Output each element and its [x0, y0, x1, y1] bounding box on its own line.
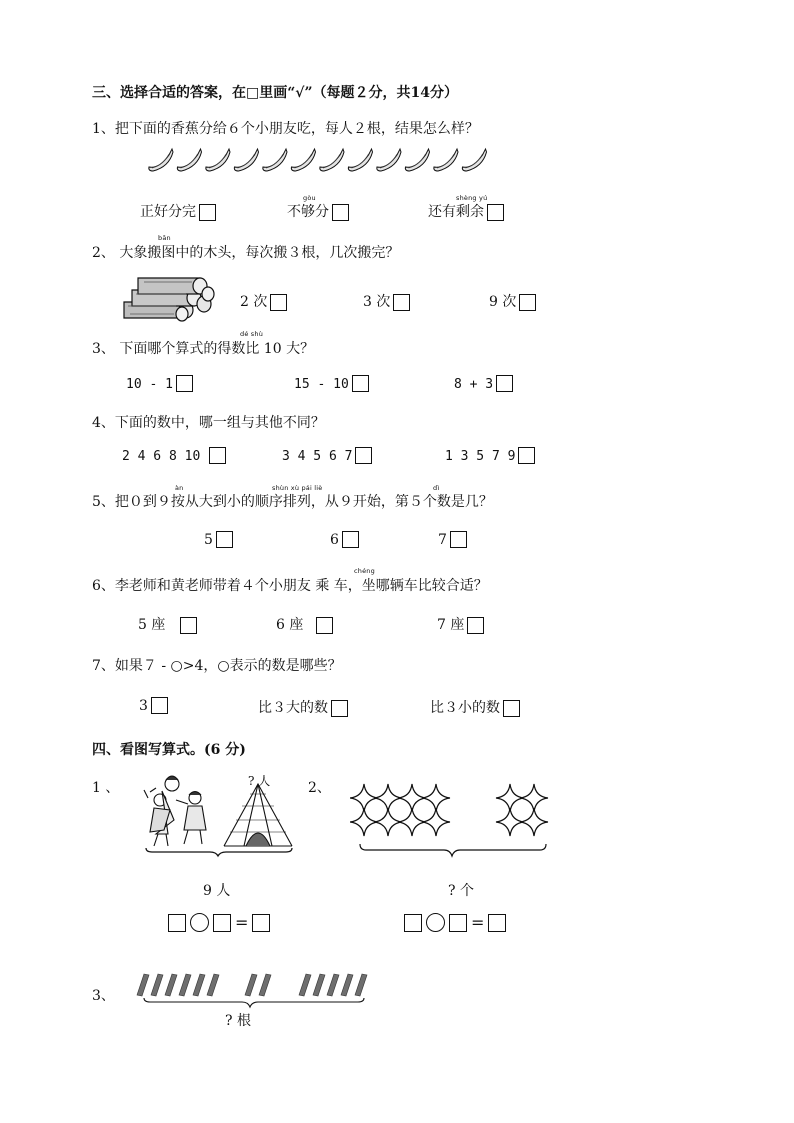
answer-checkbox[interactable] [467, 617, 484, 634]
answer-checkbox[interactable] [209, 447, 226, 464]
stick-icon [245, 974, 257, 996]
banana-icon [348, 149, 372, 171]
q5-option-3[interactable]: 7 [438, 531, 467, 548]
stick-icon [165, 974, 177, 996]
star-icon [398, 784, 426, 812]
star-icon [422, 784, 450, 812]
problem-1-total: 9 人 [203, 883, 231, 899]
stick-icon [341, 974, 353, 996]
q3-option-2[interactable]: 15 - 10 [294, 375, 369, 392]
answer-checkbox[interactable] [316, 617, 333, 634]
problem-2-number: 2、 [308, 780, 331, 796]
stick-icon [137, 974, 149, 996]
logs-image [116, 272, 216, 324]
equation-box[interactable] [488, 914, 506, 932]
q2-option-1[interactable]: 2 次 [240, 291, 287, 311]
question-3-text: 3、 下面哪个算式的得数比 10 大？ [92, 341, 315, 357]
banana-icon [291, 149, 315, 171]
q5-option-1[interactable]: 5 [204, 531, 233, 548]
question-5-text: 5、把０到９按从大到小的顺序排列，从９开始，第５个数是几？ [92, 494, 493, 510]
q2-option-3[interactable]: 9 次 [489, 291, 536, 311]
q4-option-3[interactable]: 1 3 5 7 9 [445, 447, 535, 464]
answer-checkbox[interactable] [503, 700, 520, 717]
answer-checkbox[interactable] [487, 204, 504, 221]
star-icon [350, 784, 378, 812]
answer-checkbox[interactable] [331, 700, 348, 717]
star-icon [374, 784, 402, 812]
star-icon [350, 808, 378, 836]
equation-box[interactable] [404, 914, 422, 932]
answer-checkbox[interactable] [216, 531, 233, 548]
answer-checkbox[interactable] [450, 531, 467, 548]
answer-checkbox[interactable] [176, 375, 193, 392]
banana-icon [320, 149, 344, 171]
equation-box[interactable] [449, 914, 467, 932]
star-icon [496, 784, 524, 812]
equation-box[interactable] [252, 914, 270, 932]
q4-option-1[interactable]: 2 4 6 8 10 [122, 447, 226, 464]
banana-icon [405, 149, 429, 171]
q7-option-3[interactable]: 比３小的数 [430, 697, 520, 717]
q7-option-1[interactable]: 3 [139, 697, 168, 714]
q7-option-2[interactable]: 比３大的数 [258, 697, 348, 717]
star-icon [422, 808, 450, 836]
problem-2-equation[interactable]: = [404, 913, 506, 932]
problem-1-equation[interactable]: = [168, 913, 270, 932]
q6-option-3[interactable]: 7 座 [437, 614, 484, 634]
tent-question-label: ? 人 [248, 774, 271, 788]
answer-checkbox[interactable] [199, 204, 216, 221]
question-6-text: 6、李老师和黄老师带着４个小朋友 乘 车，坐哪辆车比较合适？ [92, 578, 488, 594]
equation-box[interactable] [168, 914, 186, 932]
q2-option-2[interactable]: 3 次 [363, 291, 410, 311]
answer-checkbox[interactable] [151, 697, 168, 714]
banana-icon [434, 149, 458, 171]
operator-circle[interactable] [426, 913, 445, 932]
star-icon [374, 808, 402, 836]
section-3-title: 三、选择合适的答案，在□里画“√”（每题２分，共14分） [92, 85, 459, 101]
stick-icon [259, 974, 271, 996]
stick-icon [151, 974, 163, 996]
answer-checkbox[interactable] [496, 375, 513, 392]
star-icon [398, 808, 426, 836]
answer-checkbox[interactable] [270, 294, 287, 311]
banana-icon [234, 149, 258, 171]
q1-option-2[interactable]: 不够分 [287, 201, 349, 221]
q1-option-1[interactable]: 正好分完 [140, 201, 216, 221]
answer-checkbox[interactable] [342, 531, 359, 548]
stick-icon [327, 974, 339, 996]
answer-checkbox[interactable] [352, 375, 369, 392]
stick-icon [313, 974, 325, 996]
answer-checkbox[interactable] [355, 447, 372, 464]
sticks-image [130, 970, 380, 1010]
banana-icon [177, 149, 201, 171]
answer-checkbox[interactable] [518, 447, 535, 464]
q5-option-2[interactable]: 6 [330, 531, 359, 548]
answer-checkbox[interactable] [519, 294, 536, 311]
star-icon [496, 808, 524, 836]
question-4-text: 4、下面的数中，哪一组与其他不同？ [92, 415, 325, 431]
q6-option-2[interactable]: 6 座 [276, 614, 333, 634]
problem-1-number: 1 、 [92, 780, 120, 796]
question-7-text: 7、如果７ - ○>4，○表示的数是哪些？ [92, 658, 342, 674]
brace [360, 844, 546, 856]
bananas-image [145, 145, 495, 173]
stick-icon [299, 974, 311, 996]
banana-icon [377, 149, 401, 171]
section-4-title: 四、看图写算式。(6 分) [92, 742, 246, 758]
equation-box[interactable] [213, 914, 231, 932]
stars-image [350, 782, 550, 862]
operator-circle[interactable] [190, 913, 209, 932]
q3-option-1[interactable]: 10 - 1 [126, 375, 193, 392]
banana-icon [206, 149, 230, 171]
stick-icon [355, 974, 367, 996]
problem-3-number: 3、 [92, 988, 115, 1004]
star-icon [520, 808, 548, 836]
stick-icon [207, 974, 219, 996]
banana-icon [149, 149, 173, 171]
problem-2-total: ? 个 [448, 883, 474, 899]
q1-option-3[interactable]: 还有剩余 [428, 201, 504, 221]
question-2-text: 2、 大象搬图中的木头，每次搬３根，几次搬完？ [92, 245, 400, 261]
q6-option-1[interactable]: 5 座 [138, 614, 197, 634]
answer-checkbox[interactable] [180, 617, 197, 634]
stick-icon [193, 974, 205, 996]
banana-icon [462, 149, 486, 171]
q3-option-3[interactable]: 8 + 3 [454, 375, 513, 392]
children-tent-image [140, 770, 300, 860]
brace [144, 998, 364, 1007]
banana-icon [263, 149, 287, 171]
answer-checkbox[interactable] [393, 294, 410, 311]
star-icon [520, 784, 548, 812]
answer-checkbox[interactable] [332, 204, 349, 221]
stick-icon [179, 974, 191, 996]
q4-option-2[interactable]: 3 4 5 6 7 [282, 447, 372, 464]
problem-3-total: ? 根 [225, 1013, 251, 1029]
question-1-text: 1、把下面的香蕉分给６个小朋友吃，每人２根，结果怎么样？ [92, 121, 479, 137]
